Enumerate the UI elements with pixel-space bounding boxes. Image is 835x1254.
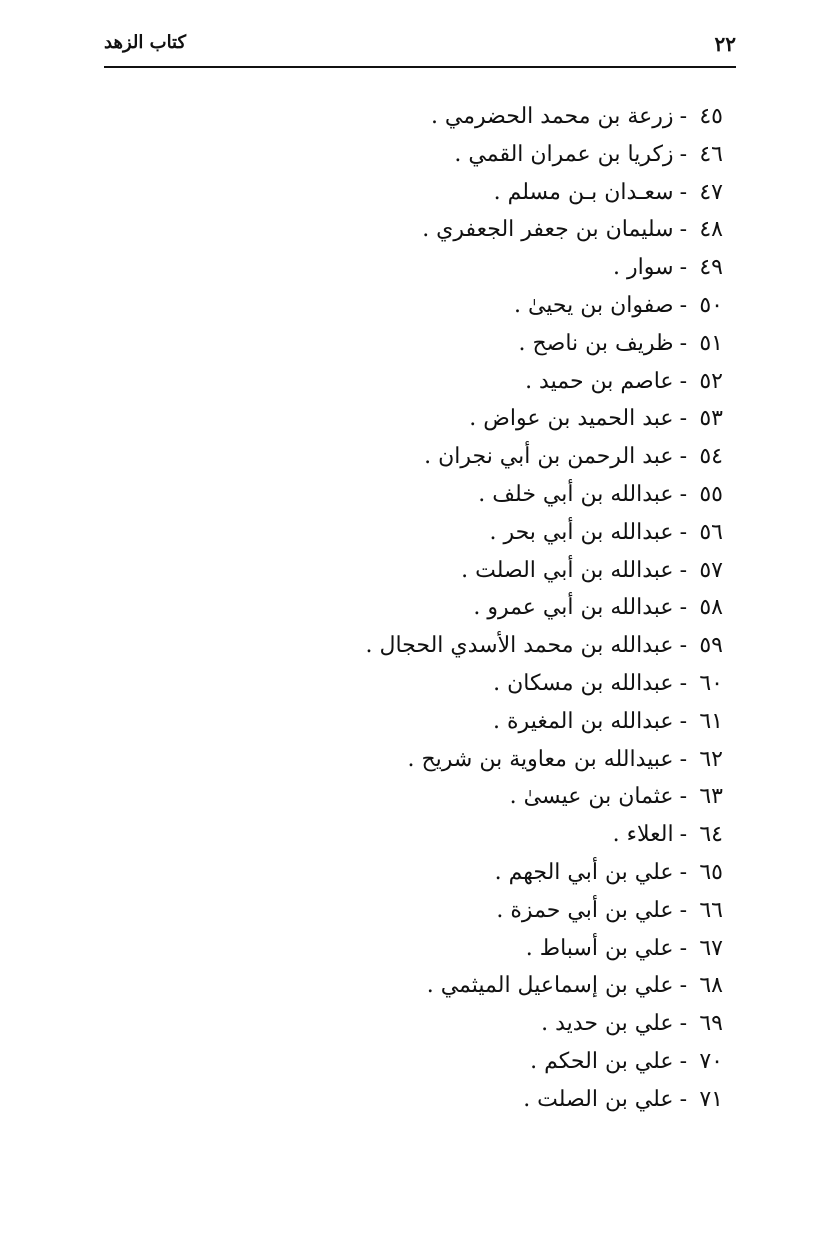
entry-name: علي بن أسباط .	[525, 935, 674, 961]
entry-number: ٥٨	[699, 595, 723, 621]
entry-separator: -	[679, 822, 687, 848]
list-item	[123, 325, 723, 363]
entry-number: ٤٥	[699, 104, 723, 129]
entry-name: عبدالله بن المغيرة .	[493, 708, 674, 734]
entry-separator: -	[679, 292, 687, 318]
list-item	[123, 741, 723, 779]
entry-separator: -	[679, 897, 687, 923]
entry-name: صفوان بن يحيىٰ .	[513, 292, 674, 318]
entry-name: سليمان بن جعفر الجعفري .	[422, 217, 674, 243]
list-item	[123, 589, 723, 627]
entry-number: ٥٥	[699, 481, 723, 507]
entry-name: زكريا بن عمران القمي .	[454, 141, 674, 167]
entry-number: ٥٣	[699, 406, 723, 432]
list-item	[123, 514, 723, 552]
entry-separator: -	[679, 330, 687, 356]
entry-name: علي بن أبي الجهم .	[494, 859, 674, 885]
list-item	[123, 476, 723, 514]
entry-name: عبدالله بن أبي عمرو .	[473, 595, 674, 621]
list-item	[123, 174, 723, 212]
entry-separator: -	[679, 1086, 687, 1112]
entry-separator: -	[679, 859, 687, 885]
list-item	[123, 287, 723, 325]
entry-name: عبد الرحمن بن أبي نجران .	[424, 444, 674, 470]
narrator-list	[123, 98, 723, 1119]
entry-name: العلاء .	[612, 822, 674, 848]
entry-number: ٥٢	[699, 368, 723, 394]
entry-number: ٦١	[699, 708, 723, 734]
entry-name: عبيدالله بن معاوية بن شريح .	[407, 746, 674, 772]
entry-number: ٥٧	[699, 557, 723, 583]
list-item	[123, 703, 723, 741]
entry-separator: -	[679, 973, 687, 999]
entry-name: عاصم بن حميد .	[525, 368, 674, 394]
list-item	[123, 892, 723, 930]
entry-separator: -	[679, 1011, 687, 1037]
entry-separator: -	[679, 444, 687, 470]
entry-name: عبدالله بن أبي خلف .	[478, 481, 674, 507]
entry-separator: -	[679, 179, 687, 205]
entry-separator: -	[679, 255, 687, 281]
entry-name: علي بن الصلت .	[523, 1086, 674, 1112]
entry-separator: -	[679, 1048, 687, 1074]
entry-name: عبدالله بن محمد الأسدي الحجال .	[365, 633, 674, 659]
entry-number: ٦٨	[699, 973, 723, 999]
list-item	[123, 136, 723, 174]
entry-number: ٦٢	[699, 746, 723, 772]
entry-name: علي بن إسماعيل الميثمي .	[426, 973, 674, 999]
list-item	[123, 778, 723, 816]
entry-separator: -	[679, 368, 687, 394]
entry-number: ٤٨	[699, 217, 723, 243]
list-item	[123, 363, 723, 401]
entry-number: ٤٩	[699, 255, 723, 281]
entry-number: ٥٦	[699, 519, 723, 545]
list-item	[123, 816, 723, 854]
book-title: كتاب الزهد	[104, 32, 187, 53]
entry-number: ٧٠	[699, 1048, 723, 1074]
entry-number: ٦٠	[699, 670, 723, 696]
page-number: ٢٢	[714, 32, 736, 56]
entry-separator: -	[679, 217, 687, 243]
entry-name: سوار .	[613, 255, 674, 281]
entry-separator: -	[679, 633, 687, 659]
entry-number: ٦٤	[699, 822, 723, 848]
entry-separator: -	[679, 481, 687, 507]
list-item	[123, 438, 723, 476]
entry-name: علي بن الحكم .	[530, 1048, 674, 1074]
list-item	[123, 967, 723, 1005]
entry-number: ٦٥	[699, 859, 723, 885]
list-item	[123, 552, 723, 590]
entry-number: ٦٦	[699, 897, 723, 923]
list-item	[123, 854, 723, 892]
page-header	[104, 28, 736, 68]
entry-number: ٤٦	[699, 141, 723, 167]
entry-name: علي بن حديد .	[541, 1011, 674, 1037]
entry-number: ٥٠	[699, 292, 723, 318]
list-item	[123, 930, 723, 968]
entry-name: عثمان بن عيسىٰ .	[509, 784, 674, 810]
entry-separator: -	[679, 746, 687, 772]
entry-number: ٧١	[699, 1086, 723, 1112]
list-item	[123, 400, 723, 438]
entry-separator: -	[679, 708, 687, 734]
entry-name: عبدالله بن مسكان .	[493, 670, 674, 696]
list-item	[123, 249, 723, 287]
list-item	[123, 98, 723, 136]
entry-separator: -	[679, 784, 687, 810]
entry-number: ٤٧	[699, 179, 723, 205]
entry-name: زرعة بن محمد الحضرمي .	[430, 104, 674, 129]
entry-separator: -	[679, 141, 687, 167]
entry-separator: -	[679, 670, 687, 696]
entry-number: ٥٩	[699, 633, 723, 659]
entry-separator: -	[679, 595, 687, 621]
entry-name: عبدالله بن أبي الصلت .	[461, 557, 674, 583]
entry-name: عبد الحميد بن عواض .	[469, 406, 674, 432]
list-item	[123, 1081, 723, 1119]
entry-separator: -	[679, 104, 687, 129]
entry-separator: -	[679, 935, 687, 961]
list-item	[123, 211, 723, 249]
entry-separator: -	[679, 557, 687, 583]
list-item	[123, 1043, 723, 1081]
entry-separator: -	[679, 406, 687, 432]
entry-name: ظريف بن ناصح .	[518, 330, 674, 356]
entry-name: عبدالله بن أبي بحر .	[489, 519, 674, 545]
entry-number: ٥٤	[699, 444, 723, 470]
entry-name: علي بن أبي حمزة .	[496, 897, 674, 923]
entry-number: ٦٣	[699, 784, 723, 810]
list-item	[123, 1005, 723, 1043]
entry-number: ٦٩	[699, 1011, 723, 1037]
list-item	[123, 627, 723, 665]
entry-number: ٦٧	[699, 935, 723, 961]
list-item	[123, 665, 723, 703]
entry-number: ٥١	[699, 330, 723, 356]
entry-name: سعـدان بـن مسلم .	[493, 179, 674, 205]
entry-separator: -	[679, 519, 687, 545]
